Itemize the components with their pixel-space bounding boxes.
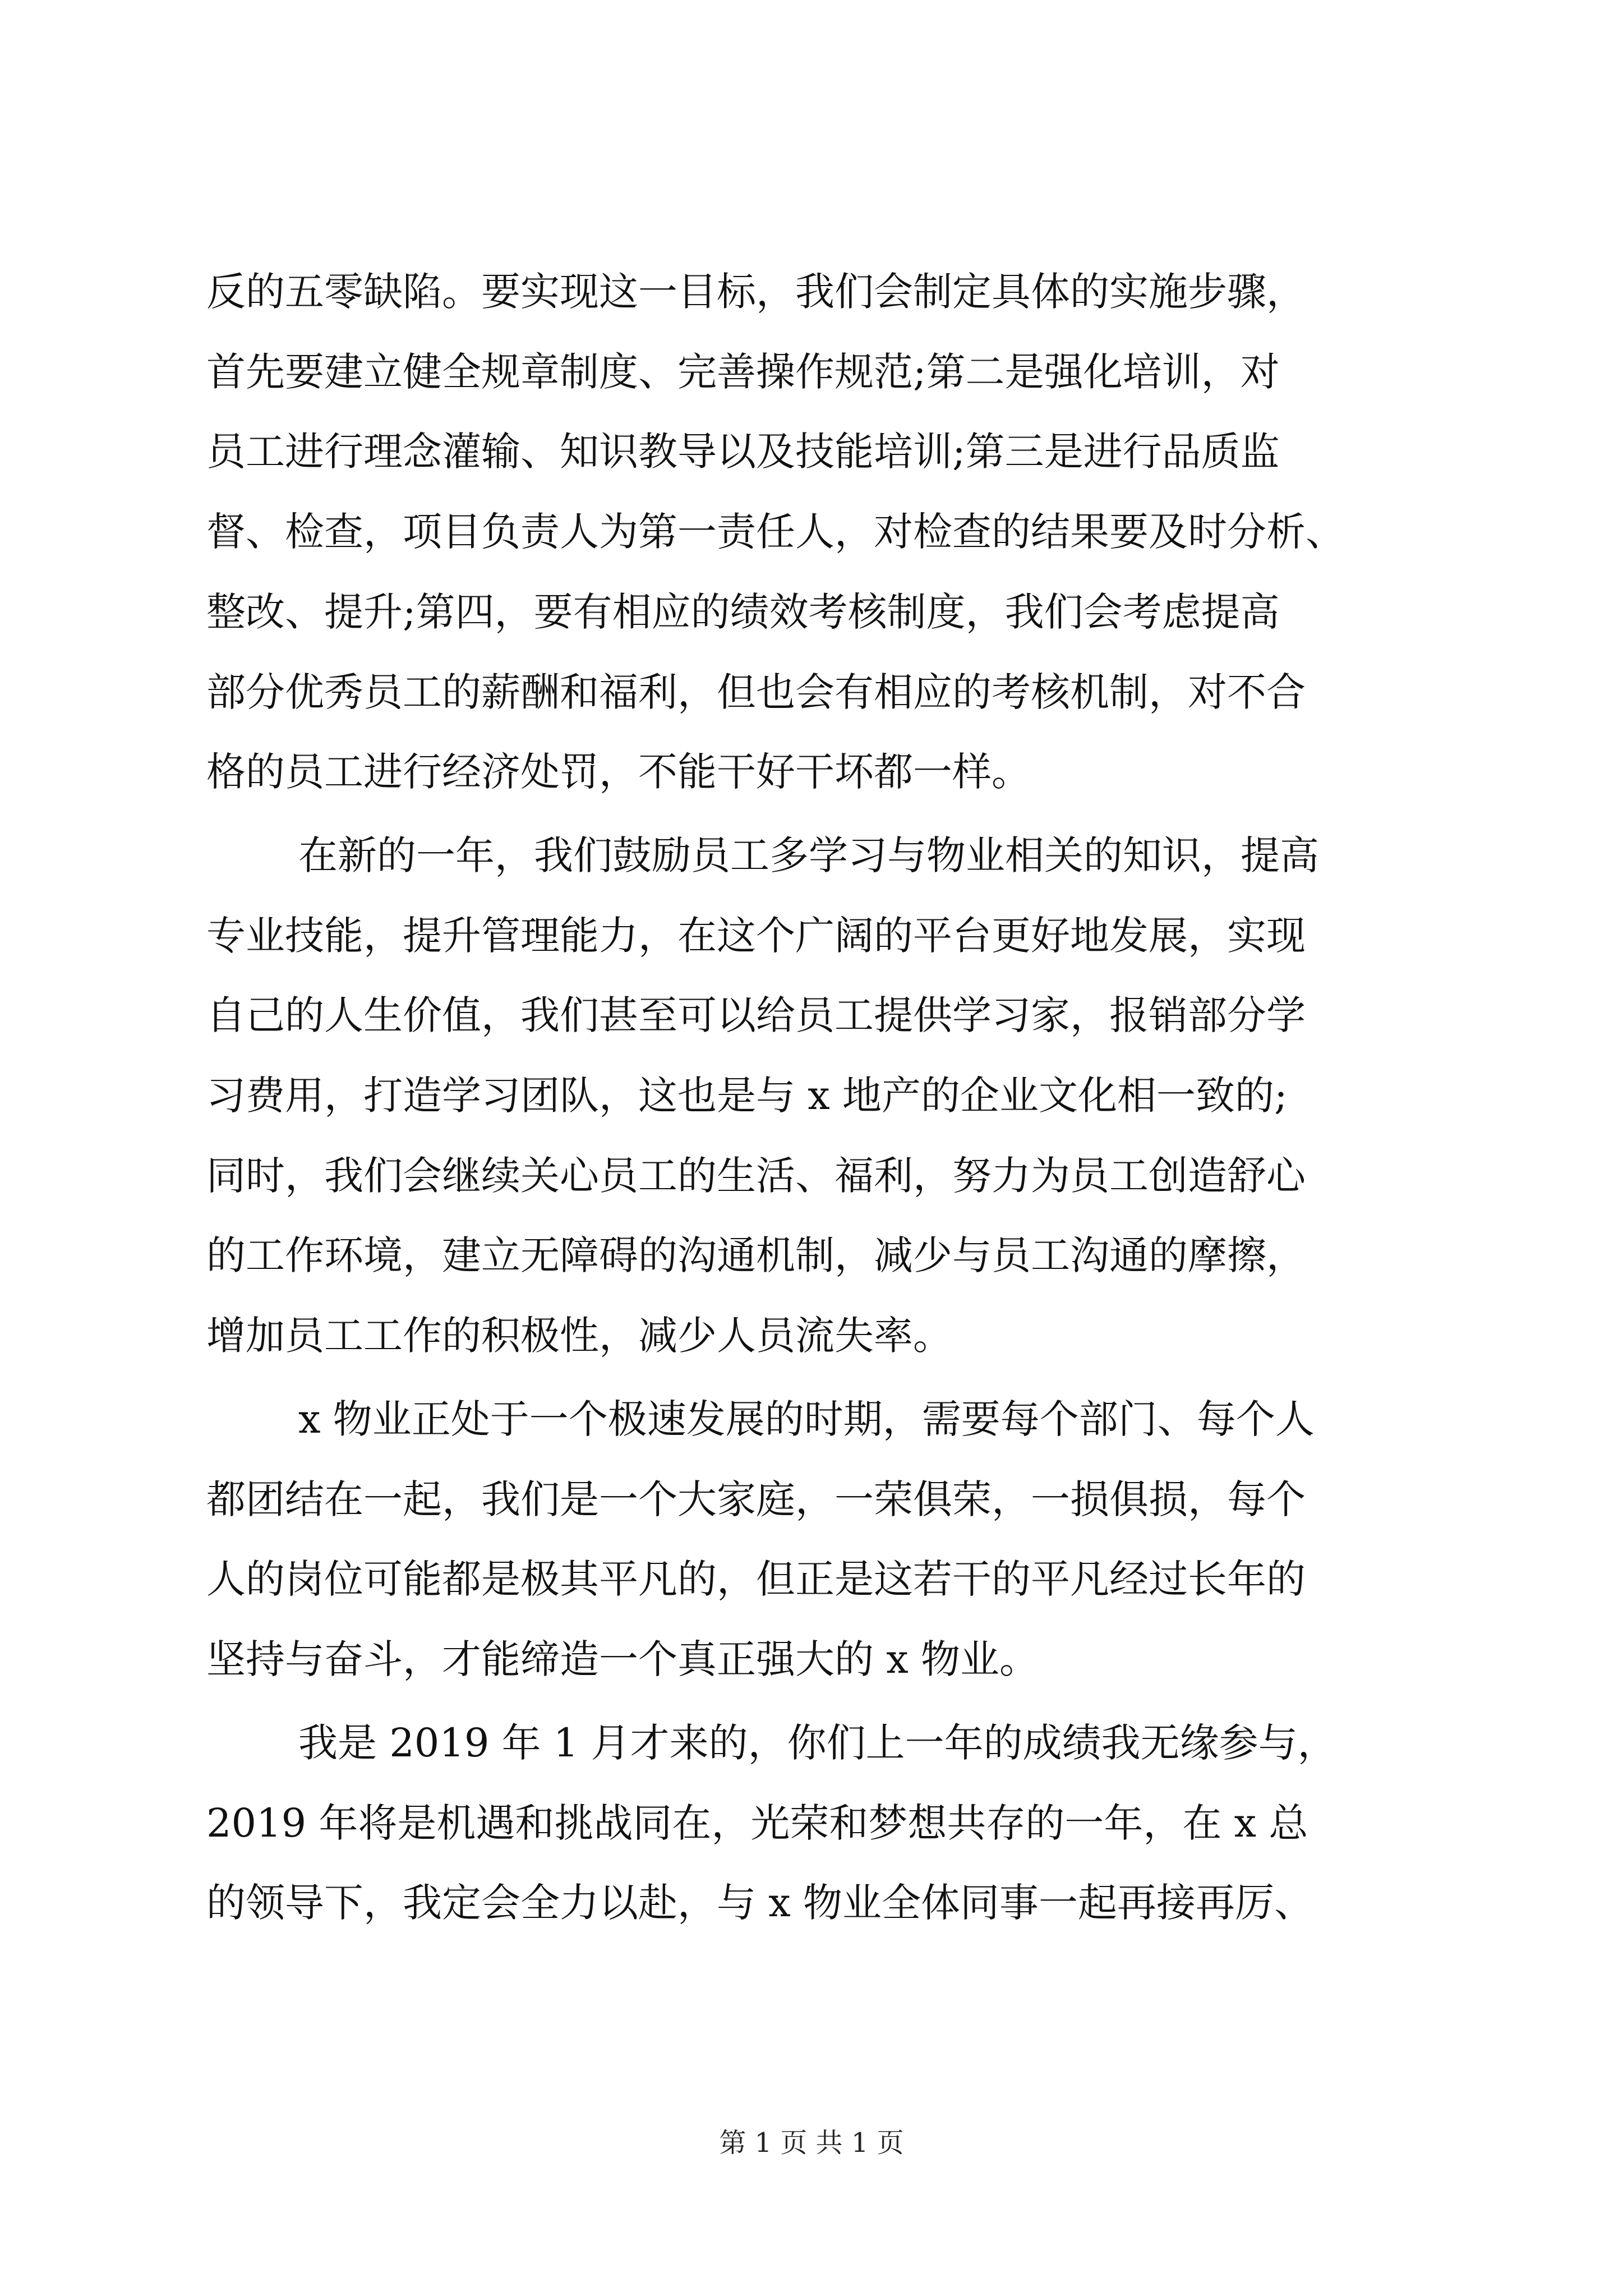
text-line-17: 人的岗位可能都是极其平凡的，但正是这若干的平凡经过长年的 (206, 1556, 1306, 1602)
text-line-2: 首先要建立健全规章制度、完善操作规范;第二是强化培训，对 (206, 349, 1280, 395)
text-line-8: 在新的一年，我们鼓励员工多学习与物业相关的知识，提高 (298, 832, 1319, 878)
text-line-3: 员工进行理念灌输、知识教导以及技能培训;第三是进行品质监 (206, 429, 1280, 475)
text-line-4: 督、检查，项目负责人为第一责任人，对检查的结果要及时分析、 (206, 509, 1345, 555)
text-line-21: 的领导下，我定会全力以赴，与 x 物业全体同事一起再接再厉、 (206, 1880, 1313, 1926)
text-line-6: 部分优秀员工的薪酬和福利，但也会有相应的考核机制，对不合 (206, 669, 1306, 715)
text-line-20: 2019 年将是机遇和挑战同在，光荣和梦想共存的一年，在 x 总 (206, 1800, 1308, 1846)
text-line-14: 增加员工工作的积极性，减少人员流失率。 (206, 1313, 952, 1359)
text-line-1: 反的五零缺陷。要实现这一目标，我们会制定具体的实施步骤， (206, 269, 1306, 315)
text-line-12: 同时，我们会继续关心员工的生活、福利，努力为员工创造舒心 (206, 1153, 1306, 1199)
page-footer: 第 1 页 共 1 页 (719, 2127, 904, 2159)
text-line-9: 专业技能，提升管理能力，在这个广阔的平台更好地发展，实现 (206, 913, 1306, 959)
text-line-19: 我是 2019 年 1 月才来的，你们上一年的成绩我无缘参与， (298, 1720, 1337, 1766)
text-line-10: 自己的人生价值，我们甚至可以给员工提供学习家，报销部分学 (206, 992, 1306, 1038)
text-line-5: 整改、提升;第四，要有相应的绩效考核制度，我们会考虑提高 (206, 589, 1280, 635)
text-line-13: 的工作环境，建立无障碍的沟通机制，减少与员工沟通的摩擦， (206, 1232, 1306, 1278)
text-line-18: 坚持与奋斗，才能缔造一个真正强大的 x 物业。 (206, 1636, 1039, 1682)
text-line-16: 都团结在一起，我们是一个大家庭，一荣俱荣，一损俱损，每个 (206, 1476, 1306, 1522)
text-line-7: 格的员工进行经济处罚，不能干好干坏都一样。 (206, 749, 1031, 795)
text-line-15: x 物业正处于一个极速发展的时期，需要每个部门、每个人 (298, 1396, 1315, 1442)
text-line-11: 习费用，打造学习团队，这也是与 x 地产的企业文化相一致的; (206, 1073, 1288, 1119)
